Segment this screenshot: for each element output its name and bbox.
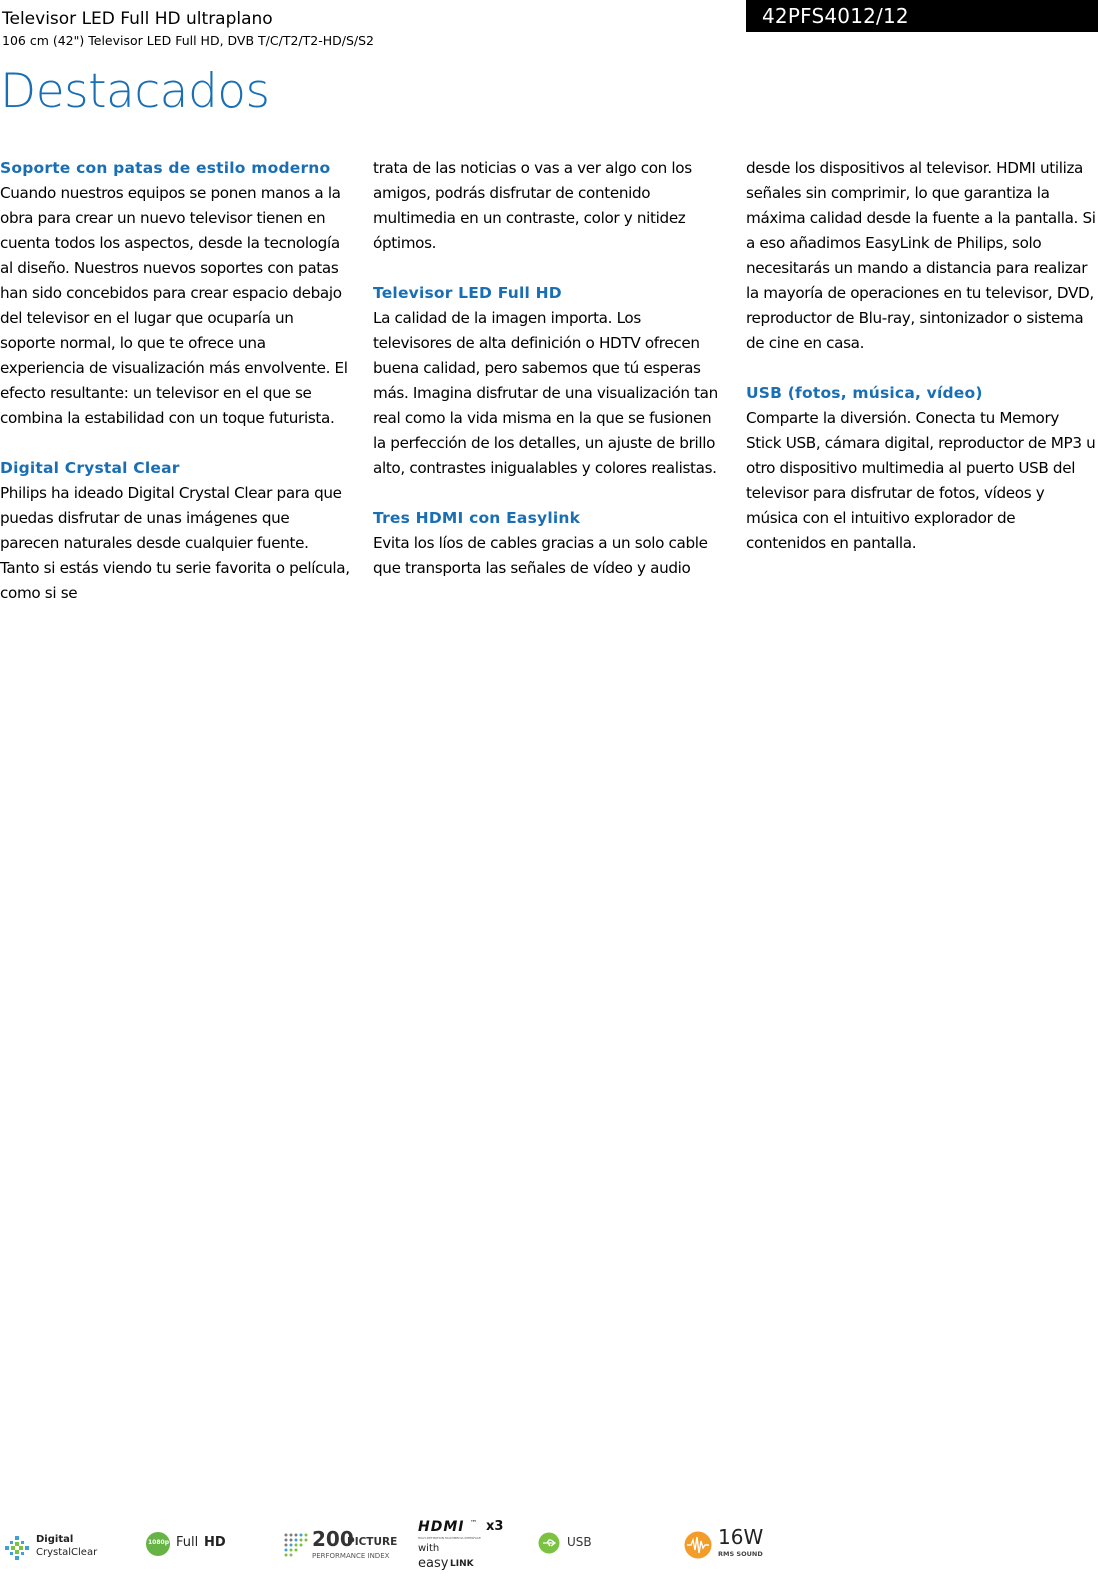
column-2 [373,156,723,581]
hdmi-word: HDMI [418,1519,465,1535]
dcc-line1: Digital [36,1534,74,1545]
product-subtitle: 106 cm (42") Televisor LED Full HD, DVB T/C/T2/T2-HD/S/S2 [2,33,374,48]
product-title: Televisor LED Full HD ultraplano [2,9,273,29]
hdmi-tm: ™ [470,1519,477,1527]
section-body-dcc-part1: Philips ha ideado Digital Crystal Clear para que puedas disfrutar de unas imágenes que parecen naturales desde cualquier fuente. Tanto si estás viendo tu serie favorita o película, como si se [0,484,350,602]
sound-label: RMS SOUND [718,1550,763,1558]
fullhd-full: Full [176,1535,199,1550]
crystal-clear-icon [4,1535,30,1561]
hdmi-count: x3 [486,1519,504,1534]
ppi-icon [282,1531,308,1557]
fullhd-badge-text: 1080p [148,1539,169,1546]
easylink-link: LINK [450,1559,474,1569]
usb-icon [538,1532,560,1554]
section-heading-usb: USB (fotos, música, vídeo) [746,384,983,402]
model-number: 42PFS4012/12 [762,4,909,28]
section-heading-stand: Soporte con patas de estilo moderno [0,159,331,177]
column-1 [0,156,350,606]
section-heading-fullhd: Televisor LED Full HD [373,284,562,302]
sound-value: 16W [718,1525,764,1549]
model-number-box [746,0,1098,32]
section-body-dcc-part2: trata de las noticias o vas a ver algo con los amigos, podrás disfrutar de contenido multimedia en un contraste, color y nitidez óptimos. [373,159,692,252]
dcc-line2: CrystalClear [36,1547,98,1558]
sound-wave-icon [684,1531,712,1559]
section-heading-hdmi: Tres HDMI con Easylink [373,509,581,527]
section-body-usb: Comparte la diversión. Conecta tu Memory Stick USB, cámara digital, reproductor de MP3 u otro dispositivo multimedia al puerto USB del televisor para disfrutar de fotos, vídeos y música con el intuitivo explorador de contenidos en pantalla. [746,409,1096,552]
logo-digital-crystal-clear [4,1533,114,1561]
ppi-word: PICTURE [347,1536,398,1548]
hdmi-tiny: HIGH-DEFINITION MULTIMEDIA INTERFACE [418,1536,481,1540]
usb-label: USB [567,1535,592,1549]
logo-hdmi-easylink [418,1519,518,1579]
logo-picture-performance-index [282,1527,402,1563]
ppi-sub: PERFORMANCE INDEX [312,1552,390,1560]
section-body-stand: Cuando nuestros equipos se ponen manos a la obra para crear un nuevo televisor tienen en cuenta todos los aspectos, desde la tecnología al diseño. Nuestros nuevos soportes con patas han sido concebidos para crear espacio debajo del televisor en el lugar que ocuparía un soporte normal, lo que te ofrece una experiencia de visualización más envolvente. El efecto resultante: un televisor en el que se combina la estabilidad con un toque futurista. [0,184,348,427]
section-heading-dcc: Digital Crystal Clear [0,459,180,477]
logo-usb [538,1531,608,1559]
fullhd-hd: HD [204,1535,226,1550]
section-body-fullhd: La calidad de la imagen importa. Los televisores de alta definición o HDTV ofrecen buena calidad, pero sabemos que tú esperas más. Imagina disfrutar de una visualización tan real como la vida misma en la que se fusionen la perfección de los detalles, un ajuste de brillo alto, contrastes inigualables y colores realistas. [373,309,718,477]
logo-rms-sound [684,1527,784,1563]
ppi-number: 200 [312,1527,354,1551]
section-body-hdmi-part2: desde los dispositivos al televisor. HDMI utiliza señales sin comprimir, lo que garantiza la máxima calidad desde la fuente a la pantalla. Si a eso añadimos EasyLink de Philips, solo necesitarás un mando a distancia para realizar la mayoría de operaciones en tu televisor, DVD, reproductor de Blu-ray, sintonizador o sistema de cine en casa. [746,159,1096,352]
page-title: Destacados [0,64,270,119]
section-body-hdmi-part1: Evita los líos de cables gracias a un solo cable que transporta las señales de vídeo y audio [373,534,708,577]
column-3 [746,156,1096,556]
logo-full-hd [146,1531,236,1561]
feature-logos [0,1519,1098,1582]
easylink-easy: easy [418,1556,449,1571]
easylink-with: with [418,1543,440,1554]
